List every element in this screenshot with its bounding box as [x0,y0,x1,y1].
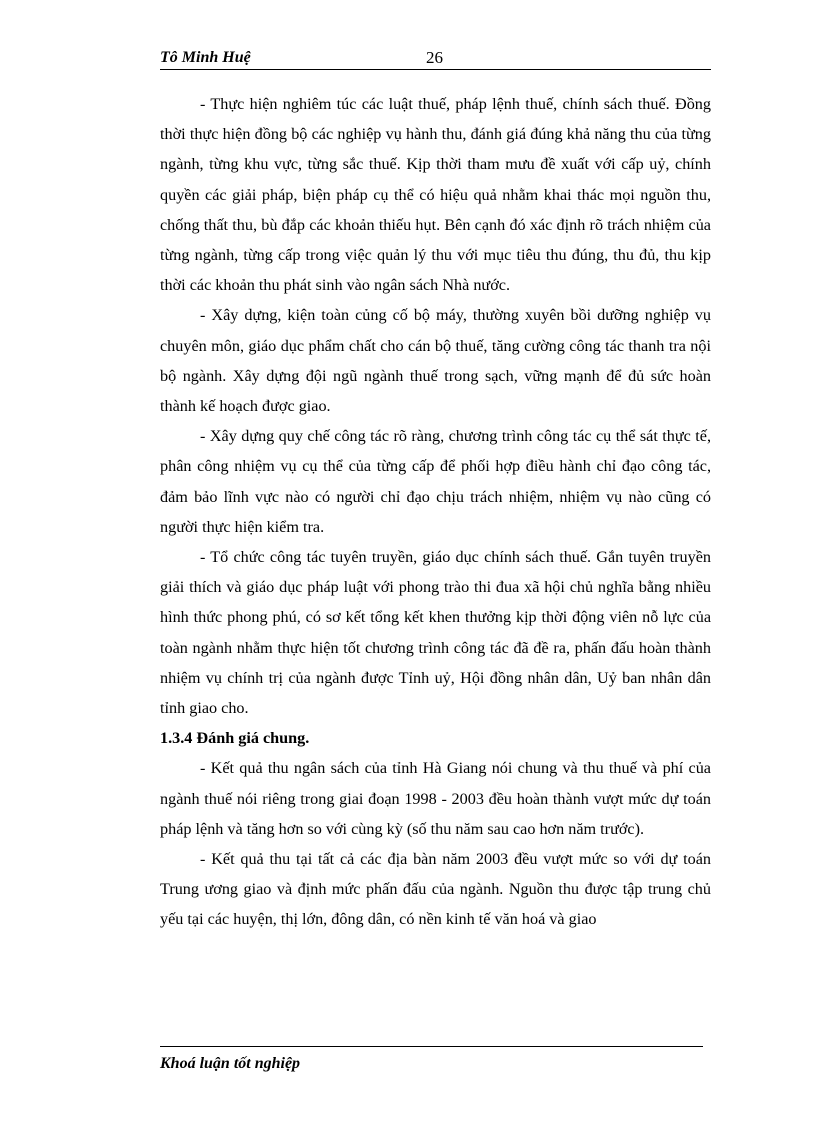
footer-divider [160,1046,703,1047]
body-paragraph: - Xây dựng quy chế công tác rõ ràng, chương trình công tác cụ thể sát thực tế, phân công nhiệm vụ cụ thể của từng cấp để phối hợp điều hành chỉ đạo công tác, đảm bảo lĩnh vực nào có người chỉ đạo chịu trách nhiệm, nhiệm vụ nào cũng có người thực hiện kiểm tra. [160,427,711,536]
body-paragraph: - Kết quả thu ngân sách của tỉnh Hà Giang nói chung và thu thuế và phí của ngành thuế nói riêng trong giai đoạn 1998 - 2003 đều hoàn thành vượt mức dự toán pháp lệnh và tăng hơn so với cùng kỳ (số thu năm sau cao hơn năm trước). [160,759,711,838]
document-body [160,89,711,935]
footer-text: Khoá luận tốt nghiệp [160,1055,301,1072]
header-divider [160,69,711,70]
body-paragraph: - Thực hiện nghiêm túc các luật thuế, pháp lệnh thuế, chính sách thuế. Đồng thời thực hiện đồng bộ các nghiệp vụ hành thu, đánh giá đúng khả năng thu của từng ngành, từng khu vực, từng sắc thuế. Kịp thời tham mưu đề xuất với cấp uỷ, chính quyền các giải pháp, biện pháp cụ thể có hiệu quả nhằm khai thác mọi nguồn thu, chống thất thu, bù đắp các khoản thiếu hụt. Bên cạnh đó xác định rõ trách nhiệm của từng ngành, từng cấp trong việc quản lý thu với mục tiêu thu đúng, thu đủ, thu kịp thời các khoản thu phát sinh vào ngân sách Nhà nước. [160,95,711,295]
body-paragraph: - Tổ chức công tác tuyên truyền, giáo dục chính sách thuế. Gắn tuyên truyền giải thích và giáo dục pháp luật với phong trào thi đua xã hội chủ nghĩa bằng nhiều hình thức phong phú, có sơ kết tổng kết khen thưởng kịp thời động viên nỗ lực của toàn ngành nhằm thực hiện tốt chương trình công tác đã đề ra, phấn đấu hoàn thành nhiệm vụ chính trị của ngành được Tỉnh uỷ, Hội đồng nhân dân, Uỷ ban nhân dân tỉnh giao cho. [160,548,711,718]
page-number: 26 [426,48,443,67]
author-name: Tô Minh Huệ [160,49,251,66]
body-paragraph: - Xây dựng, kiện toàn củng cố bộ máy, thường xuyên bồi dưỡng nghiệp vụ chuyên môn, giáo dục phẩm chất cho cán bộ thuế, tăng cường công tác thanh tra nội bộ ngành. Xây dựng đội ngũ ngành thuế trong sạch, vững mạnh để đủ sức hoàn thành kế hoạch được giao. [160,306,711,416]
page-header [160,45,711,71]
section-heading: 1.3.4 Đánh giá chung. [160,729,310,748]
body-paragraph: - Kết quả thu tại tất cả các địa bàn năm 2003 đều vượt mức so với dự toán Trung ương giao và định mức phấn đấu của ngành. Nguồn thu được tập trung chủ yếu tại các huyện, thị lớn, đông dân, có nền kinh tế văn hoá và giao [160,850,711,929]
